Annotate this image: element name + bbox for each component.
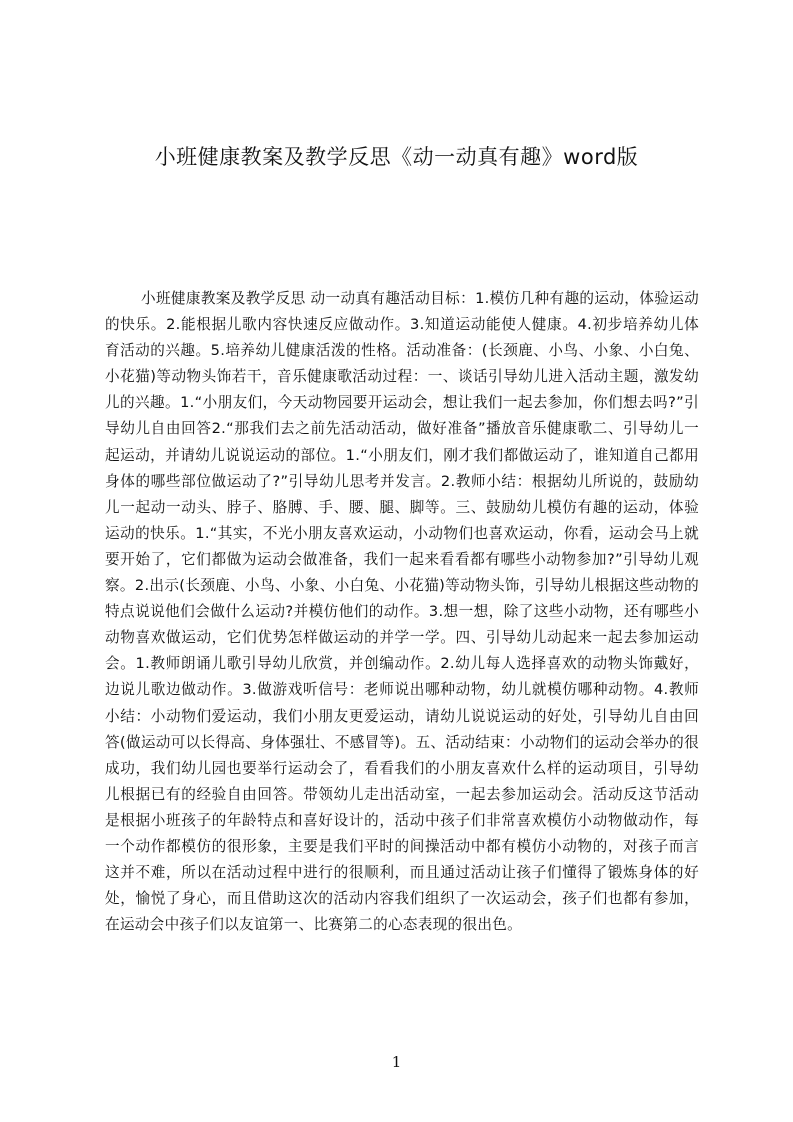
page-number: 1	[391, 1053, 402, 1071]
document-title: 小班健康教案及教学反思《动一动真有趣》word版	[154, 145, 639, 169]
document-body-paragraph: 小班健康教案及教学反思 动一动真有趣活动目标：1.模仿几种有趣的运动，体验运动的快乐。2.能根据儿歌内容快速反应做动作。3.知道运动能使人健康。4.初步培养幼儿体育活动的兴趣。5.培养幼儿健康活泼的性格。活动准备：(长颈鹿、小鸟、小象、小白兔、小花猫)等动物头饰若干，音乐健康歌活动过程：一、谈话引导幼儿进入活动主题，激发幼儿的兴趣。1.“小朋友们，今天动物园要开运动会，想让我们一起去参加，你们想去吗?”引导幼儿自由回答2.“那我们去之前先活动活动，做好准备”播放音乐健康歌二、引导幼儿一起运动，并请幼儿说说运动的部位。1.“小朋友们，刚才我们都做运动了，谁知道自己都用身体的哪些部位做运动了?”引导幼儿思考并发言。2.教师小结：根据幼儿所说的，鼓励幼儿一起动一动头、脖子、胳膊、手、腰、腿、脚等。三、鼓励幼儿模仿有趣的运动，体验运动的快乐。1.“其实，不光小朋友喜欢运动，小动物们也喜欢运动，你看，运动会马上就要开始了，它们都做为运动会做准备，我们一起来看看都有哪些小动物参加?”引导幼儿观察。2.出示(长颈鹿、小鸟、小象、小白兔、小花猫)等动物头饰，引导幼儿根据这些动物的特点说说他们会做什么运动?并模仿他们的动作。3.想一想，除了这些小动物，还有哪些小动物喜欢做运动，它们优势怎样做运动的并学一学。四、引导幼儿动起来一起去参加运动会。1.教师朗诵儿歌引导幼儿欣赏，并创编动作。2.幼儿每人选择喜欢的动物头饰戴好，边说儿歌边做动作。3.做游戏听信号：老师说出哪种动物，幼儿就模仿哪种动物。4.教师小结：小动物们爱运动，我们小朋友更爱运动，请幼儿说说运动的好处，引导幼儿自由回答(做运动可以长得高、身体强壮、不感冒等)。五、活动结束：小动物们的运动会举办的很成功，我们幼儿园也要举行运动会了，看看我们的小朋友喜欢什么样的运动项目，引导幼儿根据已有的经验自由回答。带领幼儿走出活动室，一起去参加运动会。活动反这节活动是根据小班孩子的年龄特点和喜好设计的，活动中孩子们非常喜欢模仿小动物做动作，每一个动作都模仿的很形象，主要是我们平时的间操活动中都有模仿小动物的，对孩子而言这并不难，所以在活动过程中进行的很顺利，而且通过活动让孩子们懂得了锻炼身体的好处，愉悦了身心，而且借助这次的活动内容我们组织了一次运动会，孩子们也都有参加，在运动会中孩子们以友谊第一、比赛第二的心态表现的很出色。	[105, 290, 700, 934]
